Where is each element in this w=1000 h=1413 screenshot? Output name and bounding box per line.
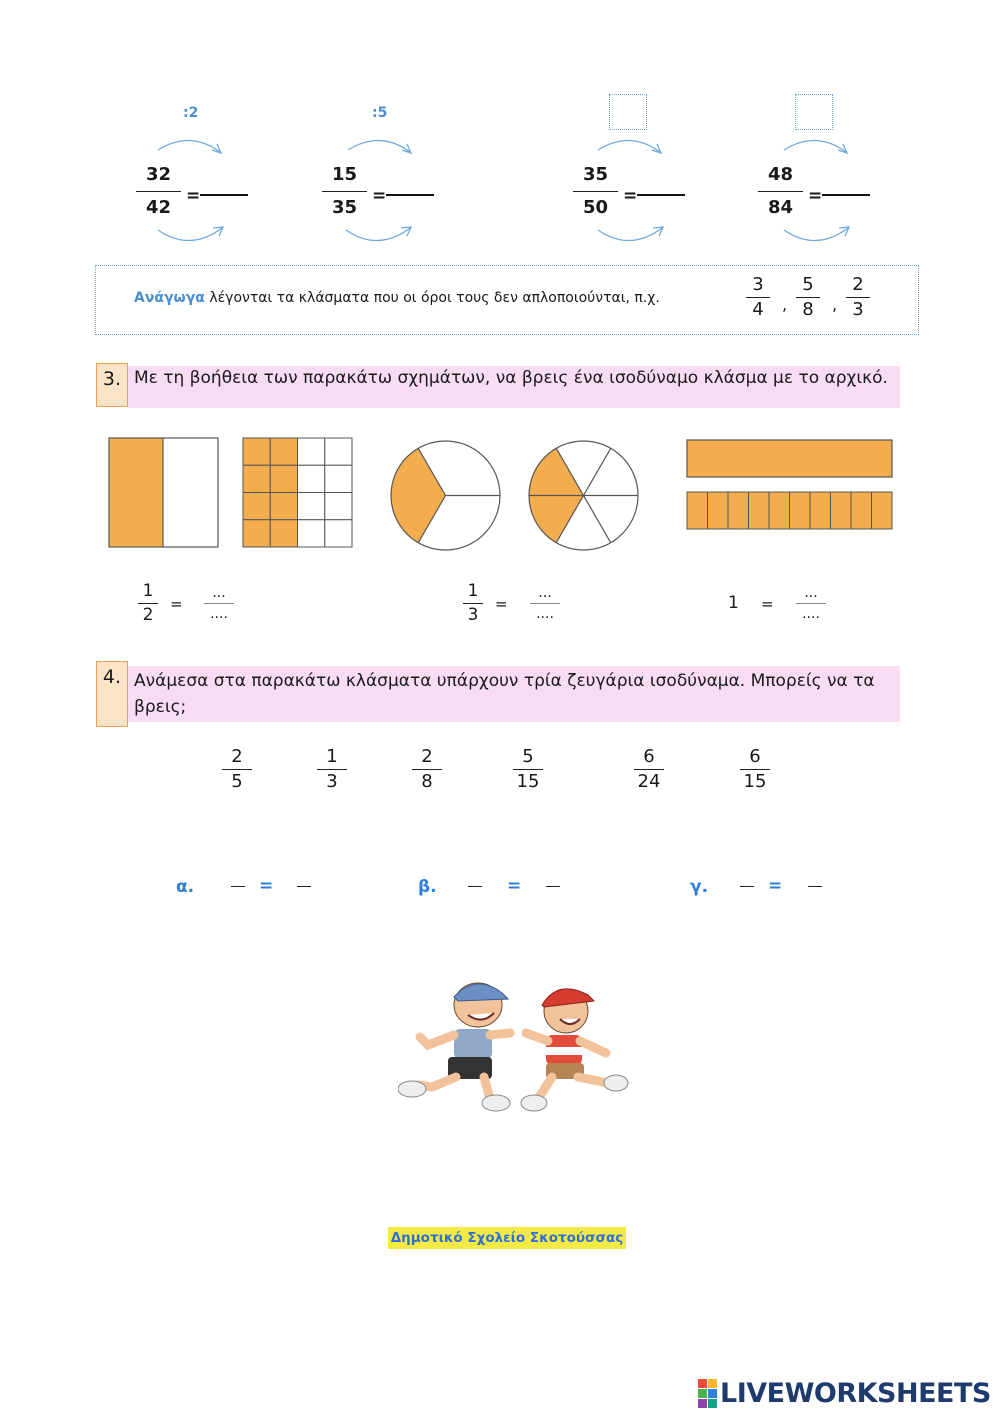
grid-cell bbox=[243, 493, 270, 520]
half-rectangle-shape bbox=[108, 437, 220, 549]
divisor-label: :2 bbox=[183, 105, 199, 121]
arrow-bottom-icon bbox=[150, 222, 230, 250]
fraction-item: 1 3 bbox=[317, 748, 347, 791]
definition-text bbox=[134, 290, 660, 306]
equals-sign: = bbox=[623, 186, 638, 206]
school-name: Δημοτικό Σχολείο Σκοτούσσας bbox=[388, 1227, 626, 1249]
kid-blue-cap bbox=[398, 983, 510, 1111]
tenth-cell bbox=[728, 492, 749, 529]
divisor-label: :5 bbox=[372, 105, 388, 121]
answer-label: β. bbox=[418, 877, 437, 897]
arrow-top-icon bbox=[776, 132, 856, 160]
sixth-circle-shape bbox=[528, 440, 640, 552]
grid-cell bbox=[270, 438, 297, 465]
grid-cell bbox=[325, 465, 352, 492]
running-kids-illustration bbox=[398, 975, 630, 1115]
answer-blank[interactable] bbox=[808, 886, 822, 887]
grid-cell bbox=[298, 520, 325, 547]
task-number: 4. bbox=[96, 661, 128, 727]
definition-term: Ανάγωγα bbox=[134, 290, 205, 306]
equals-sign: = bbox=[372, 186, 387, 206]
grid-cell bbox=[298, 438, 325, 465]
logo-icon bbox=[698, 1379, 717, 1408]
divisor-input-box[interactable] bbox=[609, 94, 647, 130]
whole-number: 1 bbox=[728, 593, 739, 613]
grid-cell bbox=[325, 520, 352, 547]
tenth-cell bbox=[708, 492, 729, 529]
task-instruction: Με τη βοήθεια των παρακάτω σχημάτων, να βρεις ένα ισοδύναμο κλάσμα με το αρχικό. bbox=[128, 366, 900, 408]
definition-body: λέγονται τα κλάσματα που οι όροι τους δεν απλοποιούνται, π.χ. bbox=[209, 290, 660, 306]
grid-cell bbox=[298, 493, 325, 520]
equals-sign: = bbox=[808, 186, 823, 206]
fraction: 1 3 bbox=[463, 583, 483, 624]
fraction-item: 6 24 bbox=[634, 748, 664, 791]
fraction: 32 42 bbox=[136, 166, 181, 217]
third-circle-shape bbox=[390, 440, 502, 552]
equals-sign: = bbox=[507, 876, 522, 896]
grid-rectangle-shape bbox=[242, 437, 354, 549]
example-fraction: 3 4 bbox=[746, 276, 770, 319]
answer-line[interactable] bbox=[200, 194, 248, 196]
separator: , bbox=[832, 295, 838, 314]
fraction: 1 2 bbox=[138, 583, 158, 624]
equals-sign: = bbox=[761, 595, 774, 613]
divisor-input-box[interactable] bbox=[795, 94, 833, 130]
arrow-bottom-icon bbox=[590, 222, 670, 250]
fraction-item: 5 15 bbox=[513, 748, 543, 791]
arrow-bottom-icon bbox=[776, 222, 856, 250]
example-fraction: 5 8 bbox=[796, 276, 820, 319]
arrow-top-icon bbox=[340, 132, 420, 160]
tenth-cell bbox=[851, 492, 872, 529]
answer-blank[interactable] bbox=[546, 886, 560, 887]
answer-line[interactable] bbox=[386, 194, 434, 196]
equals-sign: = bbox=[768, 876, 783, 896]
whole-bar-shape bbox=[686, 439, 894, 479]
answer-blank[interactable] bbox=[231, 886, 245, 887]
grid-cell bbox=[270, 465, 297, 492]
tenth-cell bbox=[790, 492, 811, 529]
grid-cell bbox=[298, 465, 325, 492]
arrow-top-icon bbox=[590, 132, 670, 160]
fraction: 35 50 bbox=[573, 166, 618, 217]
logo-text: LIVEWORKSHEETS bbox=[720, 1377, 991, 1409]
fraction-item: 6 15 bbox=[740, 748, 770, 791]
example-fraction: 2 3 bbox=[846, 276, 870, 319]
fraction-item: 2 5 bbox=[222, 748, 252, 791]
equals-sign: = bbox=[259, 876, 274, 896]
grid-cell bbox=[270, 520, 297, 547]
grid-cell bbox=[325, 493, 352, 520]
tenths-bar-shape bbox=[686, 491, 894, 531]
answer-blank[interactable] bbox=[740, 886, 754, 887]
grid-cell bbox=[243, 465, 270, 492]
tenth-cell bbox=[810, 492, 831, 529]
answer-fraction[interactable]: ... .... bbox=[530, 586, 560, 621]
tenth-cell bbox=[687, 492, 708, 529]
equals-sign: = bbox=[186, 186, 201, 206]
grid-cell bbox=[243, 438, 270, 465]
fraction: 48 84 bbox=[758, 166, 803, 217]
answer-line[interactable] bbox=[637, 194, 685, 196]
tenth-cell bbox=[831, 492, 852, 529]
answer-blank[interactable] bbox=[297, 886, 311, 887]
answer-label: α. bbox=[176, 877, 195, 897]
fraction: 15 35 bbox=[322, 166, 367, 217]
tenth-cell bbox=[769, 492, 790, 529]
arrow-bottom-icon bbox=[338, 222, 418, 250]
tenth-cell bbox=[749, 492, 770, 529]
answer-line[interactable] bbox=[822, 194, 870, 196]
grid-cell bbox=[270, 493, 297, 520]
task-number: 3. bbox=[96, 363, 128, 407]
answer-fraction[interactable]: ... .... bbox=[204, 586, 234, 621]
answer-fraction[interactable]: ... .... bbox=[796, 586, 826, 621]
grid-cell bbox=[243, 520, 270, 547]
kid-red-cap bbox=[521, 989, 628, 1111]
answer-label: γ. bbox=[690, 877, 709, 897]
task-instruction: Ανάμεσα στα παρακάτω κλάσματα υπάρχουν τρία ζευγάρια ισοδύναμα. Μπορείς να τα βρεις; bbox=[128, 666, 900, 722]
separator: , bbox=[782, 295, 788, 314]
grid-cell bbox=[325, 438, 352, 465]
tenth-cell bbox=[872, 492, 893, 529]
arrow-top-icon bbox=[150, 132, 230, 160]
equals-sign: = bbox=[170, 595, 183, 613]
equals-sign: = bbox=[495, 595, 508, 613]
liveworksheets-logo[interactable] bbox=[698, 1376, 991, 1410]
fraction-item: 2 8 bbox=[412, 748, 442, 791]
answer-blank[interactable] bbox=[468, 886, 482, 887]
